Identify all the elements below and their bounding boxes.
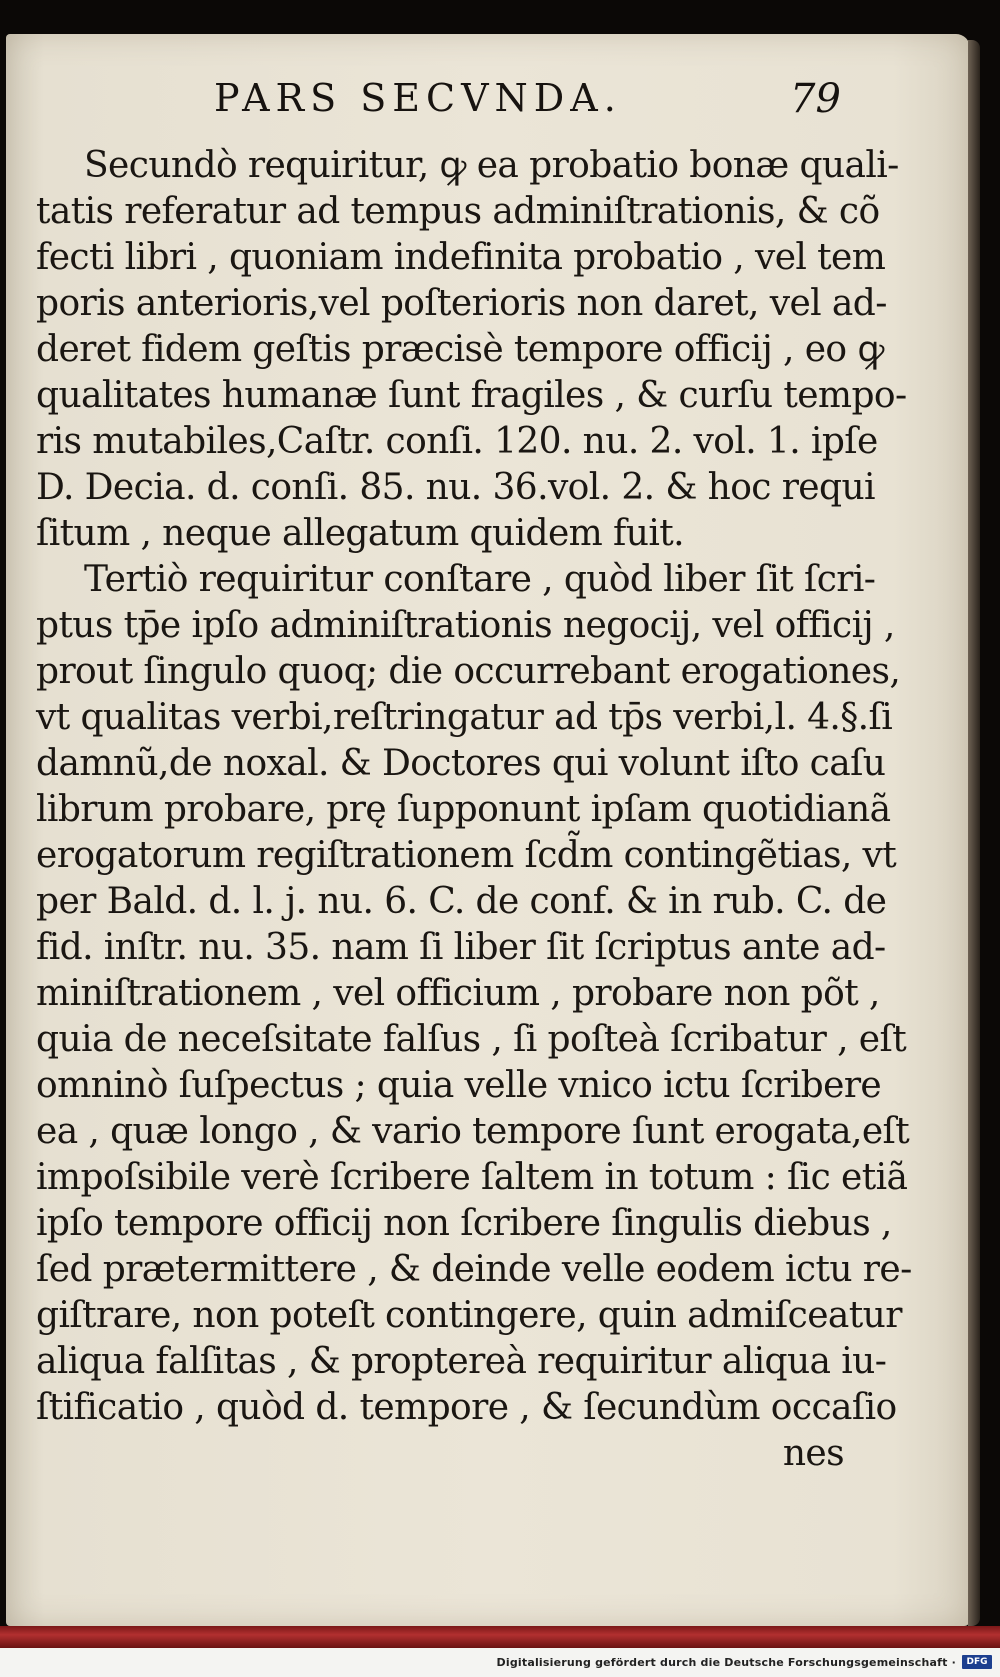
binding-band [0, 1626, 1000, 1648]
text-line: ſed prætermittere , & deinde velle eodem ictu re- [36, 1249, 912, 1290]
text-line: tatis referatur ad tempus adminiſtrationis, & cõ [36, 191, 880, 232]
text-line: erogatorum regiſtrationem ſcd̃m contingẽtias, vt [36, 835, 897, 876]
text-line: aliqua falſitas , & proptereà requiritur aliqua iu- [36, 1341, 887, 1382]
catchword: nes [782, 1433, 844, 1474]
text-line: per Bald. d. l. j. nu. 6. C. de conf. & in rub. C. de [36, 881, 887, 922]
text-line: ſitum , neque allegatum quidem fuit. [36, 513, 684, 554]
text-line: ipſo tempore officij non ſcribere ſingulis diebus , [36, 1203, 892, 1244]
page-number: 79 [790, 76, 841, 122]
dfg-logo-icon: DFG [962, 1655, 992, 1669]
text-line: prout ſingulo quoq; die occurrebant erogationes, [36, 651, 901, 692]
text-line: ſtificatio , quòd d. tempore , & ſecundùm occaſio [36, 1387, 897, 1428]
text-line: miniſtrationem , vel officium , probare non põt , [36, 973, 880, 1014]
text-line: damnũ,de noxal. & Doctores qui volunt iſto caſu [36, 743, 886, 784]
text-line: omninò ſuſpectus ; quia velle vnico ictu ſcribere [36, 1065, 882, 1106]
text-line: ea , quæ longo , & vario tempore ſunt erogata,eſt [36, 1111, 910, 1152]
text-line: impoſsibile verè ſcribere ſaltem in totum : ſic etiã [36, 1157, 908, 1198]
text-line: librum probare, prę ſupponunt ipſam quotidianã [36, 789, 891, 830]
text-line: ptus tp̄e ipſo adminiſtrationis negocij, vel officij , [36, 605, 895, 646]
text-line: fid. inſtr. nu. 35. nam ſi liber ſit ſcriptus ante ad- [36, 927, 886, 968]
text-line: qualitates humanæ ſunt fragiles , & curſu tempo- [36, 375, 907, 416]
page-edge [968, 40, 980, 1626]
text-line: D. Decia. d. conſi. 85. nu. 36.vol. 2. & hoc requi [36, 467, 875, 508]
text-line: giſtrare, non poteſt contingere, quin admiſceatur [36, 1295, 902, 1336]
text-line: vt qualitas verbi,reſtringatur ad tp̄s verbi,l. 4.§.ſi [36, 697, 893, 738]
text-line: Secundò requiritur, ꝙ ea probatio bonæ quali- [84, 145, 899, 186]
text-line: Tertiò requiritur conſtare , quòd liber ſit ſcri- [84, 559, 876, 600]
body-text [36, 143, 912, 1477]
text-line: fecti libri , quoniam indefinita probatio , vel tem [36, 237, 886, 278]
text-line: ris mutabiles,Caſtr. conſi. 120. nu. 2. vol. 1. ipſe [36, 421, 878, 462]
text-line: deret fidem geſtis præcisè tempore officij , eo ꝙ [36, 329, 884, 370]
funding-credit: Digitalisierung gefördert durch die Deutsche Forschungsgemeinschaft · [496, 1656, 956, 1669]
text-line: quia de neceſsitate falſus , ſi poſteà ſcribatur , eſt [36, 1019, 907, 1060]
running-header: PARS SECVNDA. [214, 76, 622, 120]
text-line: poris anterioris,vel poſterioris non daret, vel ad- [36, 283, 887, 324]
